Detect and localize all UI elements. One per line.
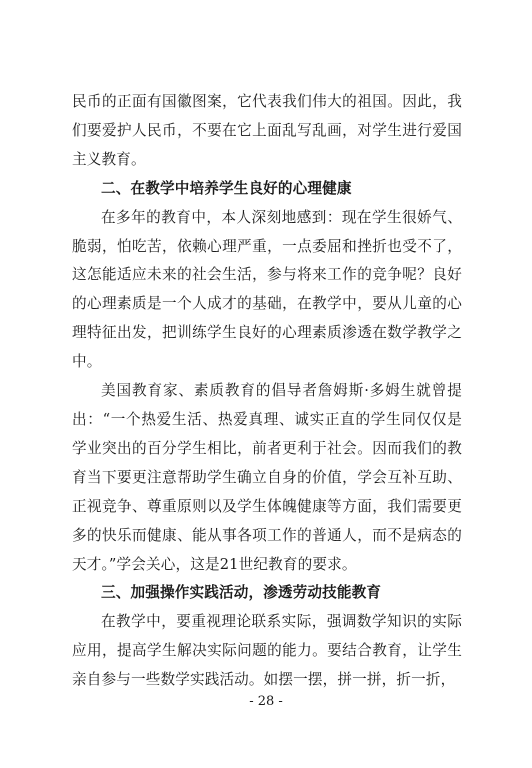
body-text [72,88,462,695]
section-heading-3: 三、加强操作实践活动，渗透劳动技能教育 [101,584,382,602]
page-number: - 28 - [249,694,283,709]
paragraph-4: 在教学中，要重视理论联系实际，强调数学知识的实际应用，提高学生解决实际问题的能力。要结合教育，让学生亲自参与一些数学实践活动。如摆一摆，拼一拼，折一折， [72,613,462,689]
paragraph-1: 民币的正面有国徽图案，它代表我们伟大的祖国。因此，我们要爱护人民币，不要在它上面乱写乱画，对学生进行爱国主义教育。 [72,93,462,168]
paragraph-3: 美国教育家、素质教育的倡导者詹姆斯·多姆生就曾提出：“一个热爱生活、热爱真理、诚实正直的学生同仅仅是学业突出的百分学生相比，前者更利于社会。因而我们的教育当下要更注意帮助学生确立自身的价值，学会互补互助、正视竞争、尊重原则以及学生体魄健康等方面，我们需要更多的快乐而健康、能从事各项工作的普通人，而不是病态的天才。”学会关心，这是21世纪教育的要求。 [72,382,462,573]
paragraph-2: 在多年的教育中，本人深刻地感到：现在学生很娇气、脆弱，怕吃苦，依赖心理严重，一点委屈和挫折也受不了，这怎能适应未来的社会生活，参与将来工作的竞争呢？良好的心理素质是一个人成才的基础，在教学中，要从儿童的心理特征出发，把训练学生良好的心理素质渗透在数学教学之中。 [72,208,462,371]
section-heading-2: 二、在教学中培养学生良好的心理健康 [101,179,352,197]
